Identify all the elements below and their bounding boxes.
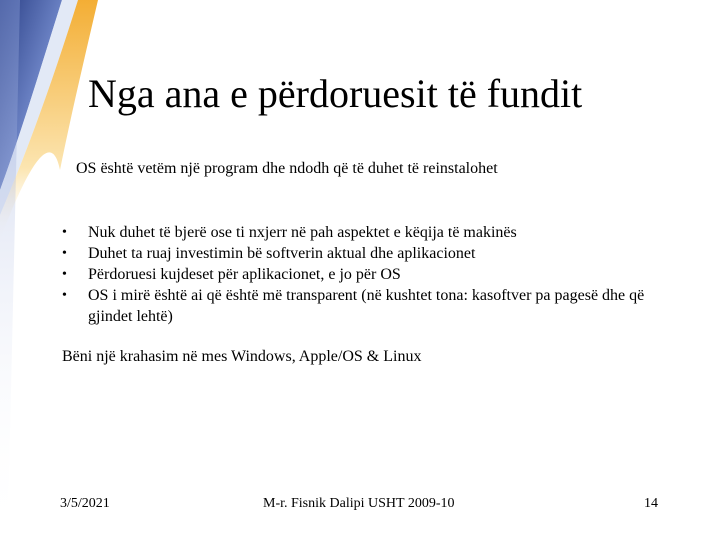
slide-title: Nga ana e përdoruesit të fundit xyxy=(88,71,583,116)
bullet-text: Përdoruesi kujdeset për aplikacionet, e jo për OS xyxy=(88,266,401,283)
bullet-text: Nuk duhet të bjerë ose ti nxjerr në pah aspektet e këqija të makinës xyxy=(88,224,517,241)
bullet-item xyxy=(62,222,662,243)
bullet-item xyxy=(62,243,662,264)
footer-author: M-r. Fisnik Dalipi USHT 2009-10 xyxy=(263,496,455,511)
bullet-text: OS i mirë është ai që është më transparent (në kushtet tona: kasoftver pa pagesë dhe që gjindet lehtë) xyxy=(88,287,645,325)
bullet-list xyxy=(62,222,662,327)
bullet-text: Duhet ta ruaj investimin bë softverin aktual dhe aplikacionet xyxy=(88,245,476,262)
comparison-prompt: Bëni një krahasim në mes Windows, Apple/OS & Linux xyxy=(62,348,422,365)
bullet-dot-icon: • xyxy=(62,267,67,282)
footer-page-number: 14 xyxy=(644,496,658,511)
slide-subtitle: OS është vetëm një program dhe ndodh që të duhet të reinstalohet xyxy=(76,160,498,177)
bullet-dot-icon: • xyxy=(62,225,67,240)
bullet-item xyxy=(62,264,662,285)
footer-date: 3/5/2021 xyxy=(60,496,110,511)
bullet-dot-icon: • xyxy=(62,246,67,261)
bullet-item xyxy=(62,285,662,327)
bullet-dot-icon: • xyxy=(62,288,67,303)
